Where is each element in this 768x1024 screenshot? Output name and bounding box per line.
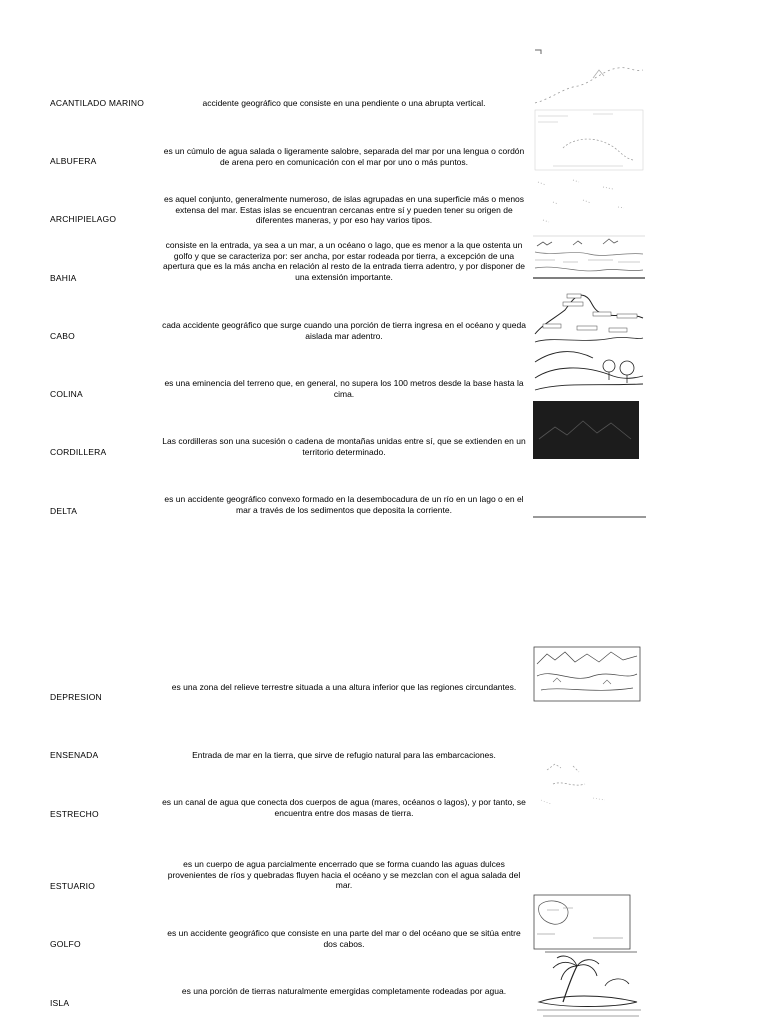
term-golfo: GOLFO <box>50 939 81 949</box>
illustration-cabo <box>533 288 645 346</box>
term-colina: COLINA <box>50 389 83 399</box>
term-acantilado-marino: ACANTILADO MARINO <box>50 98 145 108</box>
illustration-bahia <box>533 230 645 288</box>
illustration-estrecho <box>533 760 645 812</box>
term-albufera: ALBUFERA <box>50 156 97 166</box>
definition-depresion: es una zona del relieve terrestre situada a una altura inferior que las regiones circundantes. <box>171 682 517 692</box>
term-isla: ISLA <box>50 998 70 1008</box>
illustration-acantilado-marino <box>533 48 645 116</box>
definition-cabo: cada accidente geográfico que surge cuando una porción de tierra ingresa en el océano y queda aislada mar adentro. <box>162 320 526 341</box>
term-estuario: ESTUARIO <box>50 881 96 891</box>
term-depresion: DEPRESION <box>50 692 102 702</box>
illustration-cordillera <box>533 401 639 459</box>
illustration-golfo <box>533 894 631 950</box>
term-cordillera: CORDILLERA <box>50 447 107 457</box>
illustration-delta <box>533 514 647 520</box>
definition-archipielago: es aquel conjunto, generalmente numeroso, de islas agrupadas en una superficie más o menos extensa del mar. Estas islas se encuentran cercanas entre sí y pueden tener su origen de diferentes maneras, y por eso hay varios tipos. <box>163 194 525 225</box>
definition-albufera: es un cúmulo de agua salada o ligeramente salobre, separada del mar por una lengua o cordón de arena pero en comunicación con el mar por uno o más puntos. <box>163 146 525 167</box>
term-estrecho: ESTRECHO <box>50 809 99 819</box>
term-archipielago: ARCHIPIELAGO <box>50 214 117 224</box>
definition-estuario: es un cuerpo de agua parcialmente encerrado que se forma cuando las aguas dulces provenientes de ríos y quebradas fluyen hacia el océano y se mezclan con el agua salada del mar. <box>167 859 521 890</box>
definition-delta: es un accidente geográfico convexo formado en la desembocadura de un río en un lago o en el mar a través de los sedimentos que deposita la corriente. <box>164 494 524 515</box>
term-bahia: BAHIA <box>50 273 77 283</box>
definition-isla: es una porción de tierras naturalmente emergidas completamente rodeadas por agua. <box>181 986 507 996</box>
term-cabo: CABO <box>50 331 75 341</box>
illustration-isla <box>533 950 645 1020</box>
term-delta: DELTA <box>50 506 78 516</box>
definition-estrecho: es un canal de agua que conecta dos cuerpos de agua (mares, océanos o lagos), y por tanto, se encuentra entre dos masas de tierra. <box>162 797 526 818</box>
illustration-albufera <box>533 108 645 172</box>
definition-cordillera: Las cordilleras son una sucesión o cadena de montañas unidas entre sí, que se extienden en un territorio determinado. <box>162 436 526 457</box>
definition-bahia: consiste en la entrada, ya sea a un mar, a un océano o lago, que es menor a la que ostenta un golfo y que se caracteriza por: ser ancha, por estar rodeada por tierra, a excepción de una apertura que es la más ancha en relación al resto de la entrada tierra adentro, y por disponer de una extensión importante. <box>163 240 525 282</box>
term-ensenada: ENSENADA <box>50 750 99 760</box>
illustration-archipielago <box>533 172 645 228</box>
definition-acantilado-marino: accidente geográfico que consiste en una pendiente o una abrupta vertical. <box>202 98 486 108</box>
illustration-depresion <box>533 646 641 702</box>
illustration-colina <box>533 346 645 394</box>
definition-colina: es una eminencia del terreno que, en general, no supera los 100 metros desde la base hasta la cima. <box>164 378 524 399</box>
definition-golfo: es un accidente geográfico que consiste en una parte del mar o del océano que se sitúa entre dos cabos. <box>167 928 521 949</box>
definition-ensenada: Entrada de mar en la tierra, que sirve de refugio natural para las embarcaciones. <box>192 750 496 760</box>
